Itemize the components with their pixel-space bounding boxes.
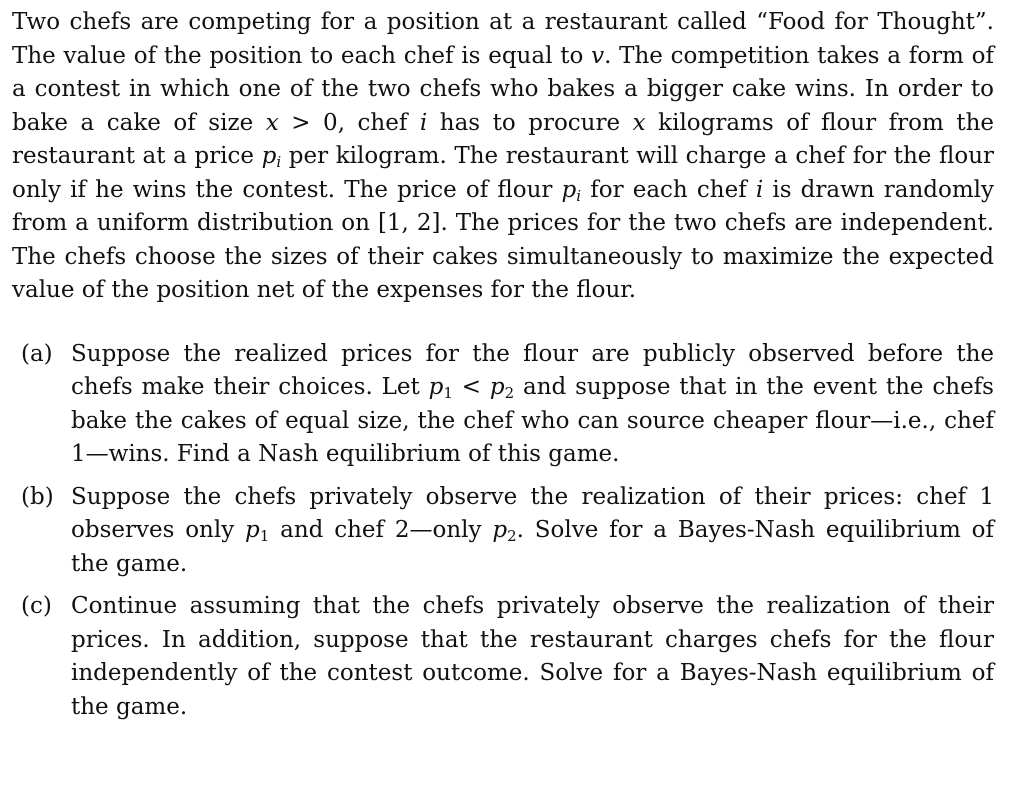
item-text: Suppose the chefs privately observe the realization of their prices: chef 1 observes only <box>71 483 994 543</box>
intro-text: has to procure <box>427 109 633 136</box>
question-item-c <box>12 590 994 724</box>
intro-paragraph <box>12 6 994 308</box>
question-item-b <box>12 481 994 582</box>
math-x: x <box>265 109 279 136</box>
math-p: p <box>489 374 505 400</box>
item-label: (c) <box>21 593 52 619</box>
item-label: (b) <box>21 483 54 510</box>
item-text: Continue assuming that the chefs privately observe the realization of their prices. In addition, suppose that the restaurant charges chefs for the flour independently of the contest outcome. Solve for a Bayes-Nash equilibrium of the game. <box>71 593 994 720</box>
item-text: . Solve for a Bayes-Nash equilibrium of the game. <box>71 517 994 577</box>
intro-text: , chef <box>337 109 420 136</box>
intro-text: for each chef <box>581 176 756 203</box>
math-sub-2: 2 <box>507 527 517 545</box>
item-label: (a) <box>21 340 53 367</box>
math-interval: [1, 2] <box>377 210 441 236</box>
math-p: p <box>492 517 508 543</box>
question-item-a <box>12 338 994 472</box>
item-text: and chef 2—only <box>269 517 493 543</box>
intro-text: per kilogram. The restaurant will charge a chef for the flour only if he wins the contest. The price of flour <box>12 143 995 203</box>
math-sub-1: 1 <box>259 527 270 545</box>
math-sub-1: 1 <box>443 384 453 402</box>
math-i: i <box>419 109 428 136</box>
math-p: p <box>561 176 577 203</box>
intro-text: Two chefs are competing for a position at a restaurant called “Food for Thought”. The value of the position to each chef is equal to <box>12 9 994 69</box>
math-p: p <box>261 143 277 169</box>
item-text: and suppose that in the event the chefs bake the cakes of equal size, the chef who can source cheaper flour—i.e., chef 1—wins. Find a Nash equilibrium of this game. <box>71 374 994 467</box>
math-p: p <box>245 517 260 543</box>
math-sub-i: i <box>576 186 582 205</box>
intro-text: . The competition takes a form of a contest in which one of the two chefs who bakes a bigger cake wins. In order to bake a cake of size <box>12 42 994 136</box>
math-p: p <box>428 374 444 400</box>
math-lt: < <box>452 374 490 400</box>
document-page <box>12 6 994 733</box>
math-v: v <box>591 42 605 69</box>
item-text: Suppose the realized prices for the flour are publicly observed before the chefs make their choices. Let <box>71 340 994 400</box>
math-i: i <box>755 176 764 203</box>
math-sub-2: 2 <box>504 384 515 402</box>
intro-text: . The prices for the two chefs are independent. The chefs choose the sizes of their cakes simultaneously to maximize the expected value of the position net of the expenses for the flour. <box>12 210 994 303</box>
math-sub-i: i <box>276 153 282 171</box>
math-x: x <box>632 109 646 136</box>
intro-text: kilograms of flour from the restaurant at a price <box>12 109 994 169</box>
math-gt-zero: > 0 <box>278 109 338 136</box>
intro-text: is drawn randomly from a uniform distribution on <box>12 176 994 236</box>
question-list <box>12 338 994 725</box>
